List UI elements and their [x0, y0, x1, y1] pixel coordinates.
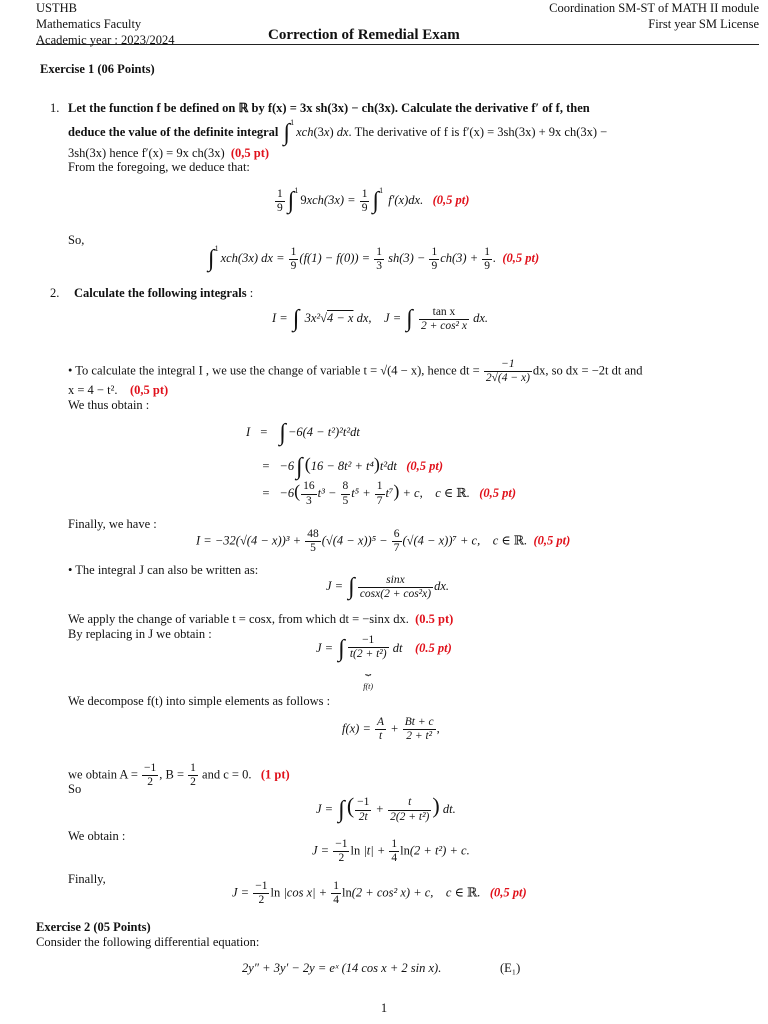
question-2-line [74, 285, 758, 301]
question-2-title: Calculate the following integrals [74, 286, 247, 300]
header-left [36, 0, 296, 48]
finally-have: Finally, we have : [68, 517, 157, 531]
question-2-number: 2. [50, 286, 60, 300]
apply-change-line [68, 611, 758, 627]
points-q1-a: (0,5 pt) [230, 146, 270, 160]
bullet-I-text-c: x = 4 − t². [68, 383, 118, 397]
header-license: First year SM License [648, 17, 759, 31]
header-coordination: Coordination SM-ST of MATH II module [549, 1, 759, 15]
header-right [439, 0, 759, 32]
by-replacing: By replacing in J we obtain : [68, 627, 212, 641]
points-apply-change: (0.5 pt) [415, 612, 454, 626]
equation-I-step-3: = −6( $\frac{16}{3}$ t³ − $\frac{8}{5}$ t⁵ + $\frac{1}{7}$ t⁷) + c, c ∈ ℝ. (0,5 pt) [246, 480, 516, 507]
differential-equation-text: 2y″ + 3y′ − 2y = eˣ (14 cos x + 2 sin x). [242, 961, 442, 975]
we-obtain: We obtain : [68, 829, 126, 843]
question-1-derivative: The derivative of f is f′(x) = 3sh(3x) + 9x ch(3x) − [354, 125, 608, 140]
equation-J-decomposed: J = ∫( $\frac{-1}{2t}$ + $\frac{t}{\text{2(2 + t²)}}$ ) dt. [316, 793, 456, 823]
points-I-step-3: (0,5 pt) [479, 486, 516, 500]
points-J-result: (0,5 pt) [489, 885, 527, 900]
equation-I-J-definition: I = ∫ 3x²√4 − x dx, J = ∫ $\frac{\text{tan x}}{\text{2 + cos² x}}$ dx. [272, 305, 489, 332]
equation-J-in-t: J = $\frac{-1}{2}$ ln |t| + $\frac{1}{4}$ ln(2 + t²) + c. [312, 838, 470, 865]
exercise-2-title: Exercise 2 (05 Points) [36, 920, 151, 934]
header-university: USTHB [36, 1, 77, 15]
points-integral-value: (0,5 pt) [502, 251, 540, 266]
question-1-line-2: deduce the value of the definite integral ∫$^1$xch(3x) dx. The derivative of f is f′(x) = 3sh(3x) + 9x ch(3x) − [68, 118, 758, 149]
decompose: We decompose f(t) into simple elements as follows : [68, 694, 331, 708]
question-1-hence: 3sh(3x) hence f′(x) = 9x ch(3x) [68, 146, 225, 160]
points-bullet-I: (0,5 pt) [129, 383, 169, 397]
points-I-step-2: (0,5 pt) [406, 459, 444, 474]
header-year: Academic year : 2023/2024 [36, 33, 175, 47]
so-2: So [68, 782, 82, 796]
equation-label-E1: (E₁) [500, 961, 521, 975]
obtain-A: we obtain A = [68, 767, 138, 782]
integral-sign: ∫$^1$ [283, 118, 295, 146]
equation-J-rewrite: J = ∫ $\frac{\sin x}{\text{cosx(2 + cos²x)}}$ dx. [326, 573, 449, 600]
finally: Finally, [68, 872, 106, 886]
bullet-J: • The integral J can also be written as: [68, 563, 259, 577]
obtain-c: and c = 0. [202, 767, 252, 782]
header-rule [36, 44, 759, 45]
differential-equation [242, 960, 441, 976]
bullet-I-line-1: • To calculate the integral I , we use the change of variable t = √(4 − x), hence dt = $\frac{-1}{2√(4 - x)}$ dx, so dx = −2t dt and [68, 358, 643, 385]
obtain-ABC-line: we obtain A = $\frac{-1}{2}$ , B = $\frac{1}{2}$ and c = 0. (1 pt) [68, 762, 290, 789]
points-deduce: (0,5 pt) [432, 193, 470, 208]
equation-partial-fractions: f(x) = $\frac{A}{t}$ + $\frac{Bt + c}{\text{2 + t²}}$ , [342, 716, 440, 743]
bullet-I-text-b: dx, so dx = −2t dt and [532, 363, 643, 378]
equation-I-step-2: = −6∫ (16 − 8t² + t⁴)t²dt (0,5 pt) [246, 454, 444, 480]
points-I-result: (0,5 pt) [533, 533, 571, 548]
document-title: Correction of Remedial Exam [268, 27, 460, 43]
exercise-1-title: Exercise 1 (06 Points) [40, 62, 155, 76]
equation-I-step-1: I = ∫ −6(4 − t²)²t²dt [246, 420, 360, 446]
equation-I-result: I = −32(√(4 − x))³ + $\frac{48}{5}$ (√(4 − x))⁵ − $\frac{6}{7}$ (√(4 − x))⁷ + c, c ∈ ℝ. (0,5 pt) [196, 528, 571, 555]
obtain-B: , B = [159, 767, 185, 782]
equation-deduce: $\frac{1}{9}$ ∫$^1$9xch(3x) = $\frac{1}{9}$ ∫$^1$ f′(x)dx. (0,5 pt) [277, 186, 470, 214]
points-J-substituted: (0.5 pt) [414, 641, 452, 656]
header-faculty: Mathematics Faculty [36, 17, 142, 31]
question-1-line-1 [68, 100, 758, 116]
thus-obtain: We thus obtain : [68, 398, 150, 412]
page-number: 1 [380, 1001, 388, 1015]
equation-integral-value: ∫$^1$xch(3x) dx = $\frac{1}{9}$ (f(1) − f(0)) = $\frac{1}{3}$ sh(3) − $\frac{1}{9}$ ch(3) + $\frac{1}{9}$ . (0,5 pt) [208, 244, 540, 272]
so-label: So, [68, 233, 85, 247]
question-1-number: 1. [50, 101, 60, 115]
equation-J-result: J = $\frac{-1}{2}$ ln |cos x| + $\frac{1}{4}$ ln(2 + cos² x) + c, c ∈ ℝ. (0,5 pt) [232, 880, 527, 907]
exercise-2-intro: Consider the following differential equation: [36, 935, 260, 949]
question-1-statement: Let the function f be defined on ℝ by f(x) = 3x sh(3x) − ch(3x). Calculate the derivative f′ of f, then [68, 101, 590, 115]
bullet-I-line-2 [68, 382, 758, 398]
question-1-deduce: deduce the value of the definite integral [68, 125, 279, 140]
points-ABC: (1 pt) [260, 767, 290, 782]
apply-change: We apply the change of variable t = cosx, from which dt = −sinx dx. [68, 612, 409, 626]
equation-J-substituted: J = ∫ $\frac{-1}{\text{t(2 + t²)}}$ ⏟ f(t) dt (0.5 pt) [316, 634, 452, 692]
bullet-I-text: • To calculate the integral I , we use the change of variable t = √(4 − x), hence dt = [68, 363, 480, 378]
question-2-colon: : [249, 286, 254, 300]
from-foregoing: From the foregoing, we deduce that: [68, 160, 250, 174]
